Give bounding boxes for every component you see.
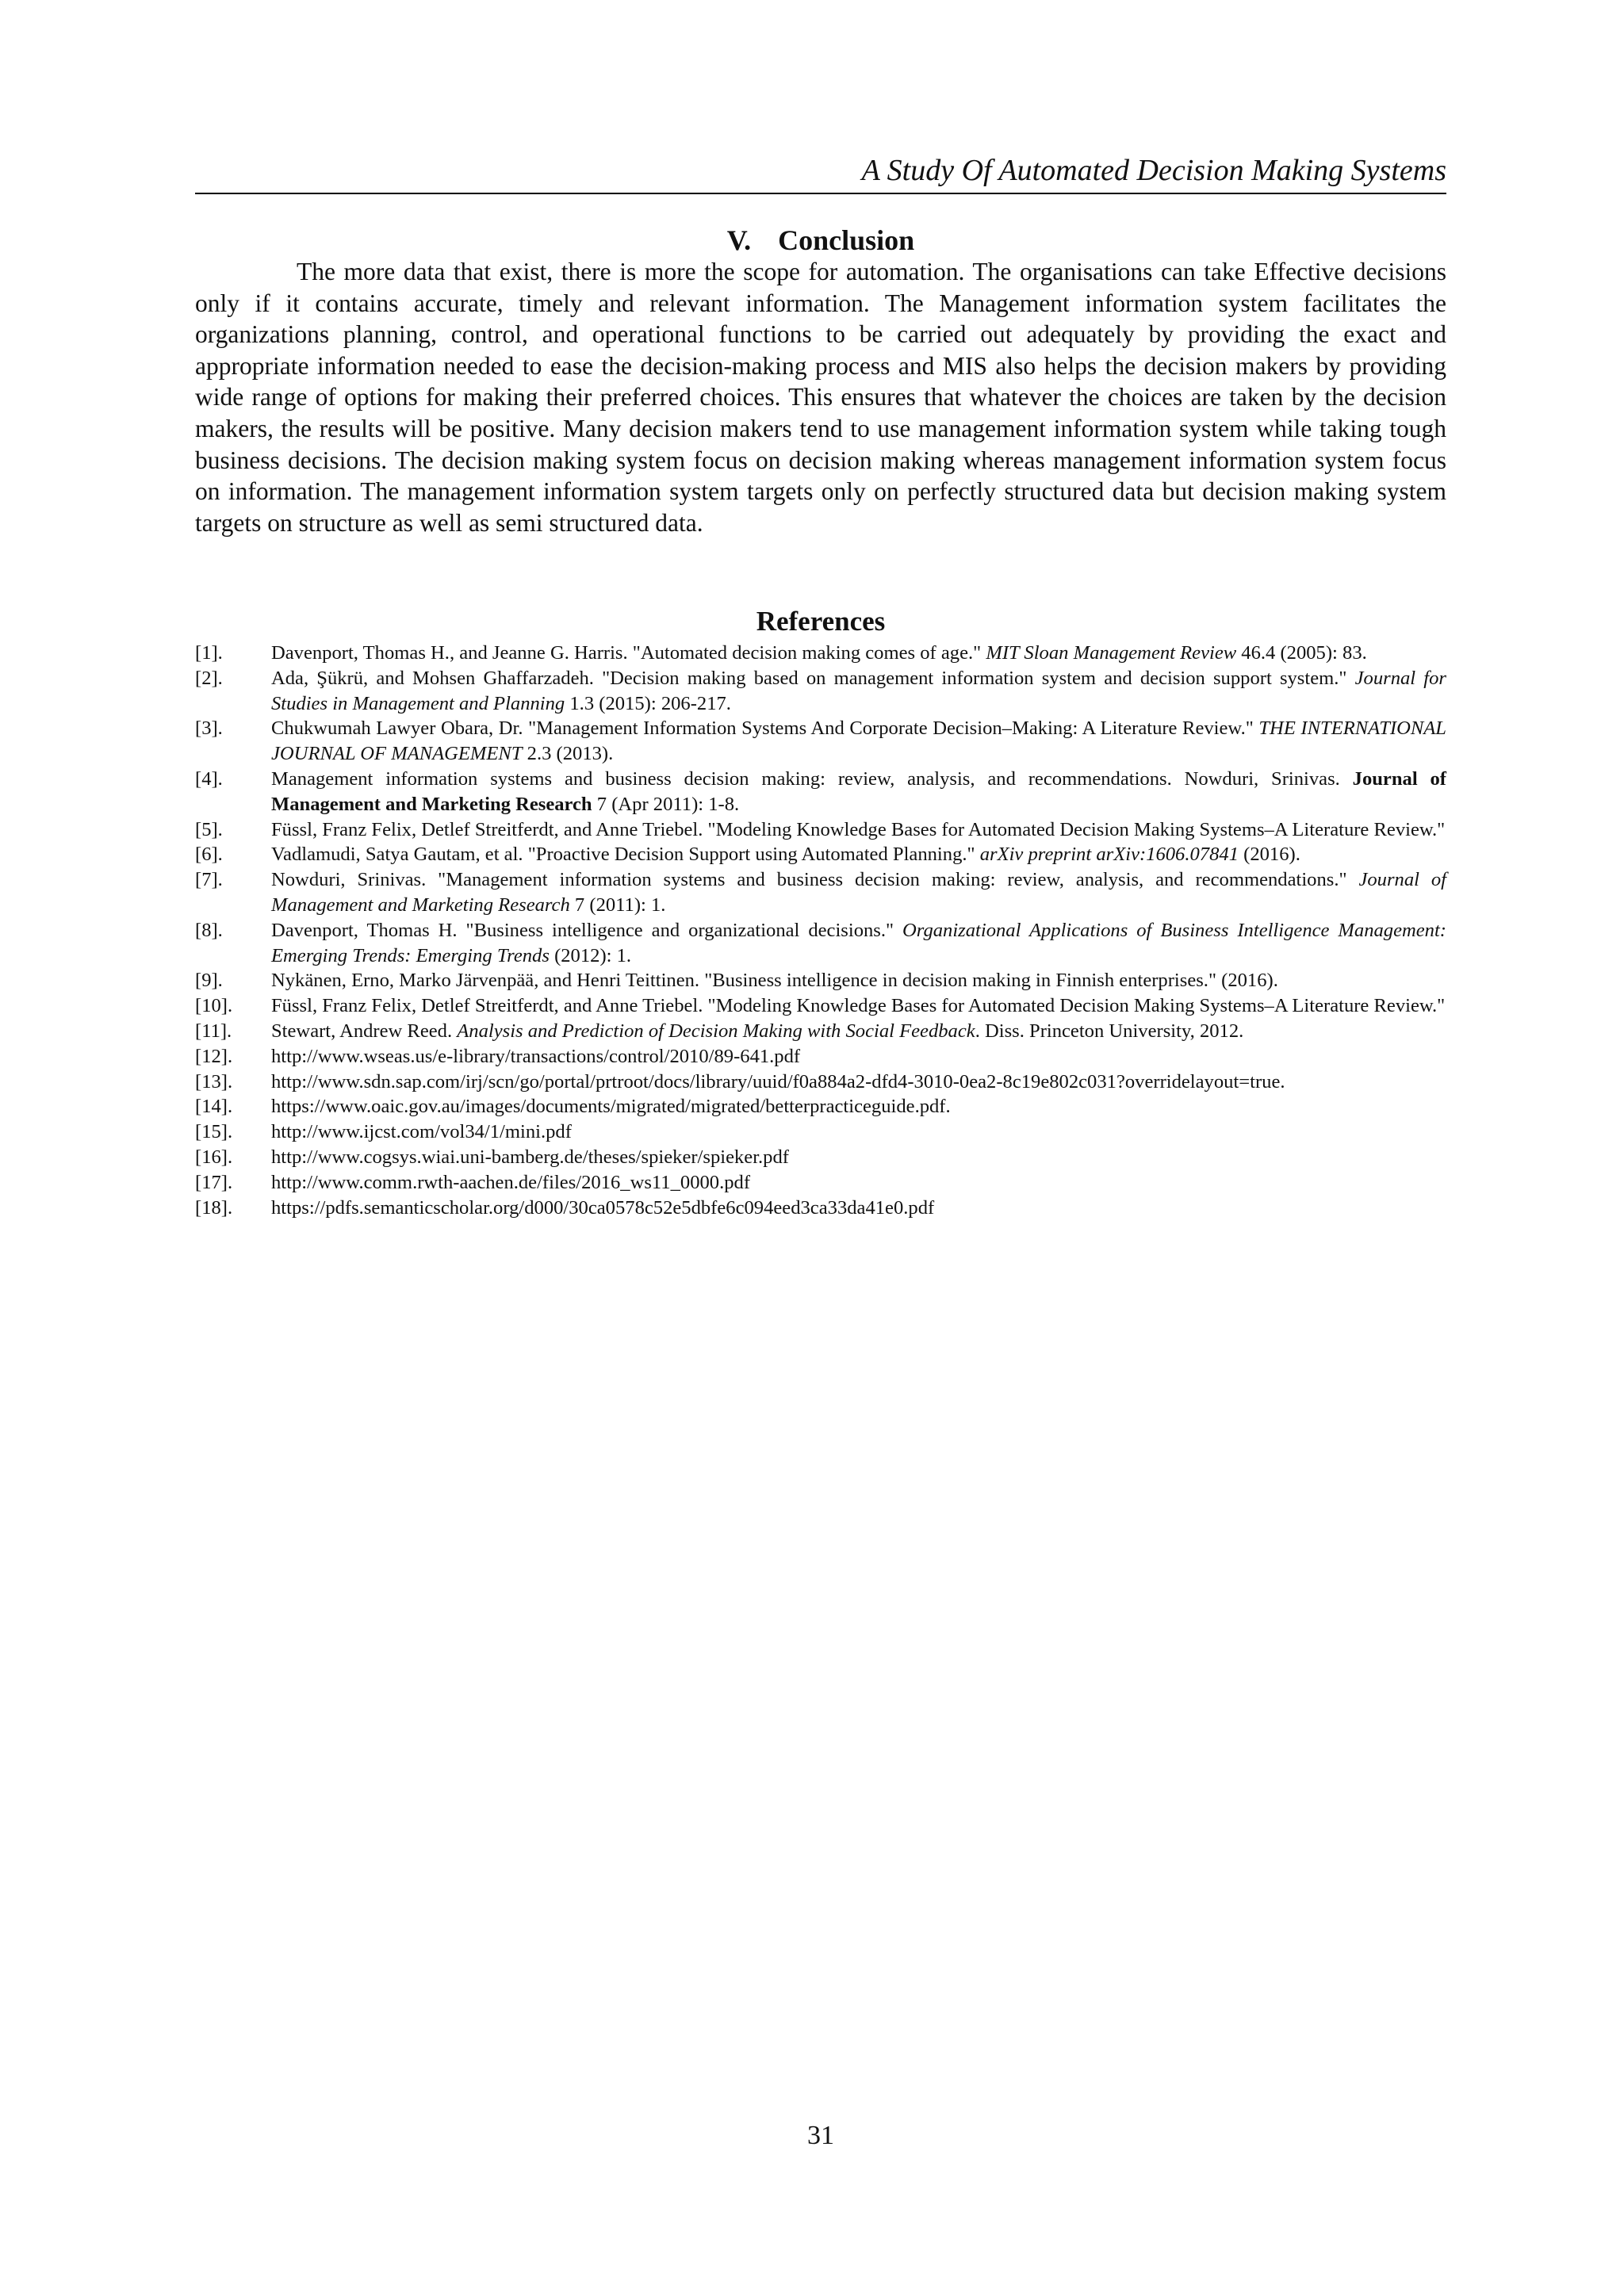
reference-text [271,1196,1446,1221]
reference-text-segment: THE INTERNATIONAL JOURNAL OF MANAGEMENT [271,718,1446,765]
reference-text [271,918,1446,969]
reference-number: [6]. [195,844,223,866]
reference-number: [14]. [195,1096,233,1118]
reference-number: [17]. [195,1171,233,1193]
reference-number: [8]. [195,919,223,941]
reference-item [195,716,1446,767]
reference-number: [5]. [195,818,223,840]
reference-text-segment: https://www.oaic.gov.au/images/documents/migrated/migrated/betterpracticeguide.pdf. [271,1096,951,1118]
reference-item [195,1170,1446,1196]
conclusion-heading [195,222,1446,258]
reference-text [271,867,1446,918]
reference-text-segment: Organizational Applications of Business Intelligence Management: Emerging Trends: Emerging Trends [271,919,1446,966]
reference-number: [13]. [195,1070,233,1093]
reference-item [195,1145,1446,1170]
reference-item [195,817,1446,843]
reference-text-segment: Nykänen, Erno, Marko Järvenpää, and Henri Teittinen. "Business intelligence in decision making in Finnish enterprises." (2016). [271,970,1278,992]
reference-text-segment: https://pdfs.semanticscholar.org/d000/30ca0578c52e5dbfe6c094eed3ca33da41e0.pdf [271,1196,935,1219]
page-number: 31 [807,2121,834,2150]
reference-text-segment: Füssl, Franz Felix, Detlef Streitferdt, and Anne Triebel. "Modeling Knowledge Bases for Automated Decision Making Systems–A Literature Review." [271,995,1446,1017]
section-number: V. [726,224,752,256]
reference-text-segment: (2012): 1. [549,944,632,966]
reference-text-segment: Management information systems and business decision making: review, analysis, and recommendations. Nowduri, Srinivas. [271,767,1353,790]
reference-number: [4]. [195,767,223,790]
reference-text-segment: MIT Sloan Management Review [986,642,1237,664]
reference-text-segment: Journal of Management and Marketing Research [271,767,1446,815]
conclusion-paragraph: The more data that exist, there is more the scope for automation. The organisations can take Effective decisions only if it contains accurate, timely and relevant information. The Management information system facilitates the organizations planning, control, and operational functions to be carried out adequately by providing the exact and appropriate information needed to ease the decision-making process and MIS also helps the decision makers by providing wide range of options for making their preferred choices. This ensures that whatever the choices are taken by the decision makers, the results will be positive. Many decision makers tend to use management information system while taking tough business decisions. The decision making system focus on decision making whereas management information system focus on information. The management information system targets only on perfectly structured data but decision making system targets on structure as well as semi structured data. [195,258,1446,537]
reference-text-segment: Ada, Şükrü, and Mohsen Ghaffarzadeh. "Decision making based on management information system and decision support system." [271,667,1355,689]
reference-text-segment: arXiv preprint arXiv:1606.07841 [979,844,1239,866]
reference-item [195,1196,1446,1221]
reference-text-segment: http://www.comm.rwth-aachen.de/files/2016_ws11_0000.pdf [271,1171,751,1193]
reference-text [271,993,1446,1019]
reference-text [271,767,1446,817]
reference-text [271,1019,1446,1044]
header-rule [195,193,1446,194]
reference-number: [12]. [195,1045,233,1067]
reference-text-segment: http://www.cogsys.wiai.uni-bamberg.de/theses/spieker/spieker.pdf [271,1146,789,1168]
reference-text-segment: Chukwumah Lawyer Obara, Dr. "Management Information Systems And Corporate Decision–Making: A Literature Review." [271,718,1259,740]
reference-number: [9]. [195,970,223,992]
reference-text-segment: Davenport, Thomas H., and Jeanne G. Harris. "Automated decision making comes of age." [271,642,986,664]
reference-text-segment: Füssl, Franz Felix, Detlef Streitferdt, and Anne Triebel. "Modeling Knowledge Bases for Automated Decision Making Systems–A Literature Review." [271,818,1446,840]
reference-text-segment: 7 (2011): 1. [569,894,666,916]
reference-text [271,817,1446,843]
reference-item [195,1070,1446,1095]
reference-text-segment: . Diss. Princeton University, 2012. [975,1020,1244,1042]
reference-text [271,1170,1446,1196]
reference-item [195,993,1446,1019]
reference-item [195,1044,1446,1070]
reference-text-segment: http://www.sdn.sap.com/irj/scn/go/portal/prtroot/docs/library/uuid/f0a884a2-dfd4-3010-0ea2-8c19e802c031?overridelayout=true. [271,1070,1285,1093]
reference-number: [2]. [195,667,223,689]
reference-text-segment: Journal of Management and Marketing Research [271,869,1447,916]
reference-number: [10]. [195,995,233,1017]
reference-text-segment: Vadlamudi, Satya Gautam, et al. "Proactive Decision Support using Automated Planning." [271,844,980,866]
reference-text-segment: http://www.ijcst.com/vol34/1/mini.pdf [271,1121,572,1143]
reference-text-segment: Analysis and Prediction of Decision Making with Social Feedback [457,1020,975,1042]
reference-text [271,716,1446,767]
reference-text-segment: Journal for Studies in Management and Planning [271,667,1446,714]
reference-text-segment: 1.3 (2015): 206-217. [565,692,731,714]
reference-text [271,1094,1446,1119]
reference-number: [3]. [195,718,223,740]
reference-item [195,968,1446,993]
reference-number: [7]. [195,869,223,891]
running-header: A Study Of Automated Decision Making Systems [861,154,1446,187]
reference-text [271,1070,1446,1095]
reference-text [271,1145,1446,1170]
references-heading: References [756,606,886,637]
reference-number: [16]. [195,1146,233,1168]
reference-item [195,641,1446,666]
reference-text [271,1044,1446,1070]
reference-item [195,842,1446,867]
reference-item [195,666,1446,717]
reference-item [195,1119,1446,1145]
reference-number: [1]. [195,642,223,664]
reference-text-segment: http://www.wseas.us/e-library/transactions/control/2010/89-641.pdf [271,1045,801,1067]
reference-text-segment: 46.4 (2005): 83. [1236,642,1367,664]
reference-number: [18]. [195,1196,233,1219]
references-list [195,641,1446,1220]
reference-number: [11]. [195,1020,232,1042]
reference-item [195,867,1446,918]
reference-text-segment: Stewart, Andrew Reed. [271,1020,458,1042]
reference-text-segment: Nowduri, Srinivas. "Management information systems and business decision making: review, analysis, and recommendations." [271,869,1359,891]
reference-text [271,641,1446,666]
reference-item [195,1094,1446,1119]
section-title: Conclusion [778,224,915,256]
reference-item [195,1019,1446,1044]
reference-text-segment: 2.3 (2013). [522,743,614,765]
reference-item [195,918,1446,969]
reference-number: [15]. [195,1121,233,1143]
reference-text-segment: 7 (Apr 2011): 1-8. [592,793,740,815]
reference-text [271,842,1446,867]
reference-text-segment: Davenport, Thomas H. "Business intelligence and organizational decisions." [271,919,903,941]
reference-text [271,968,1446,993]
reference-item [195,767,1446,817]
reference-text-segment: (2016). [1239,844,1300,866]
reference-text [271,666,1446,717]
reference-text [271,1119,1446,1145]
